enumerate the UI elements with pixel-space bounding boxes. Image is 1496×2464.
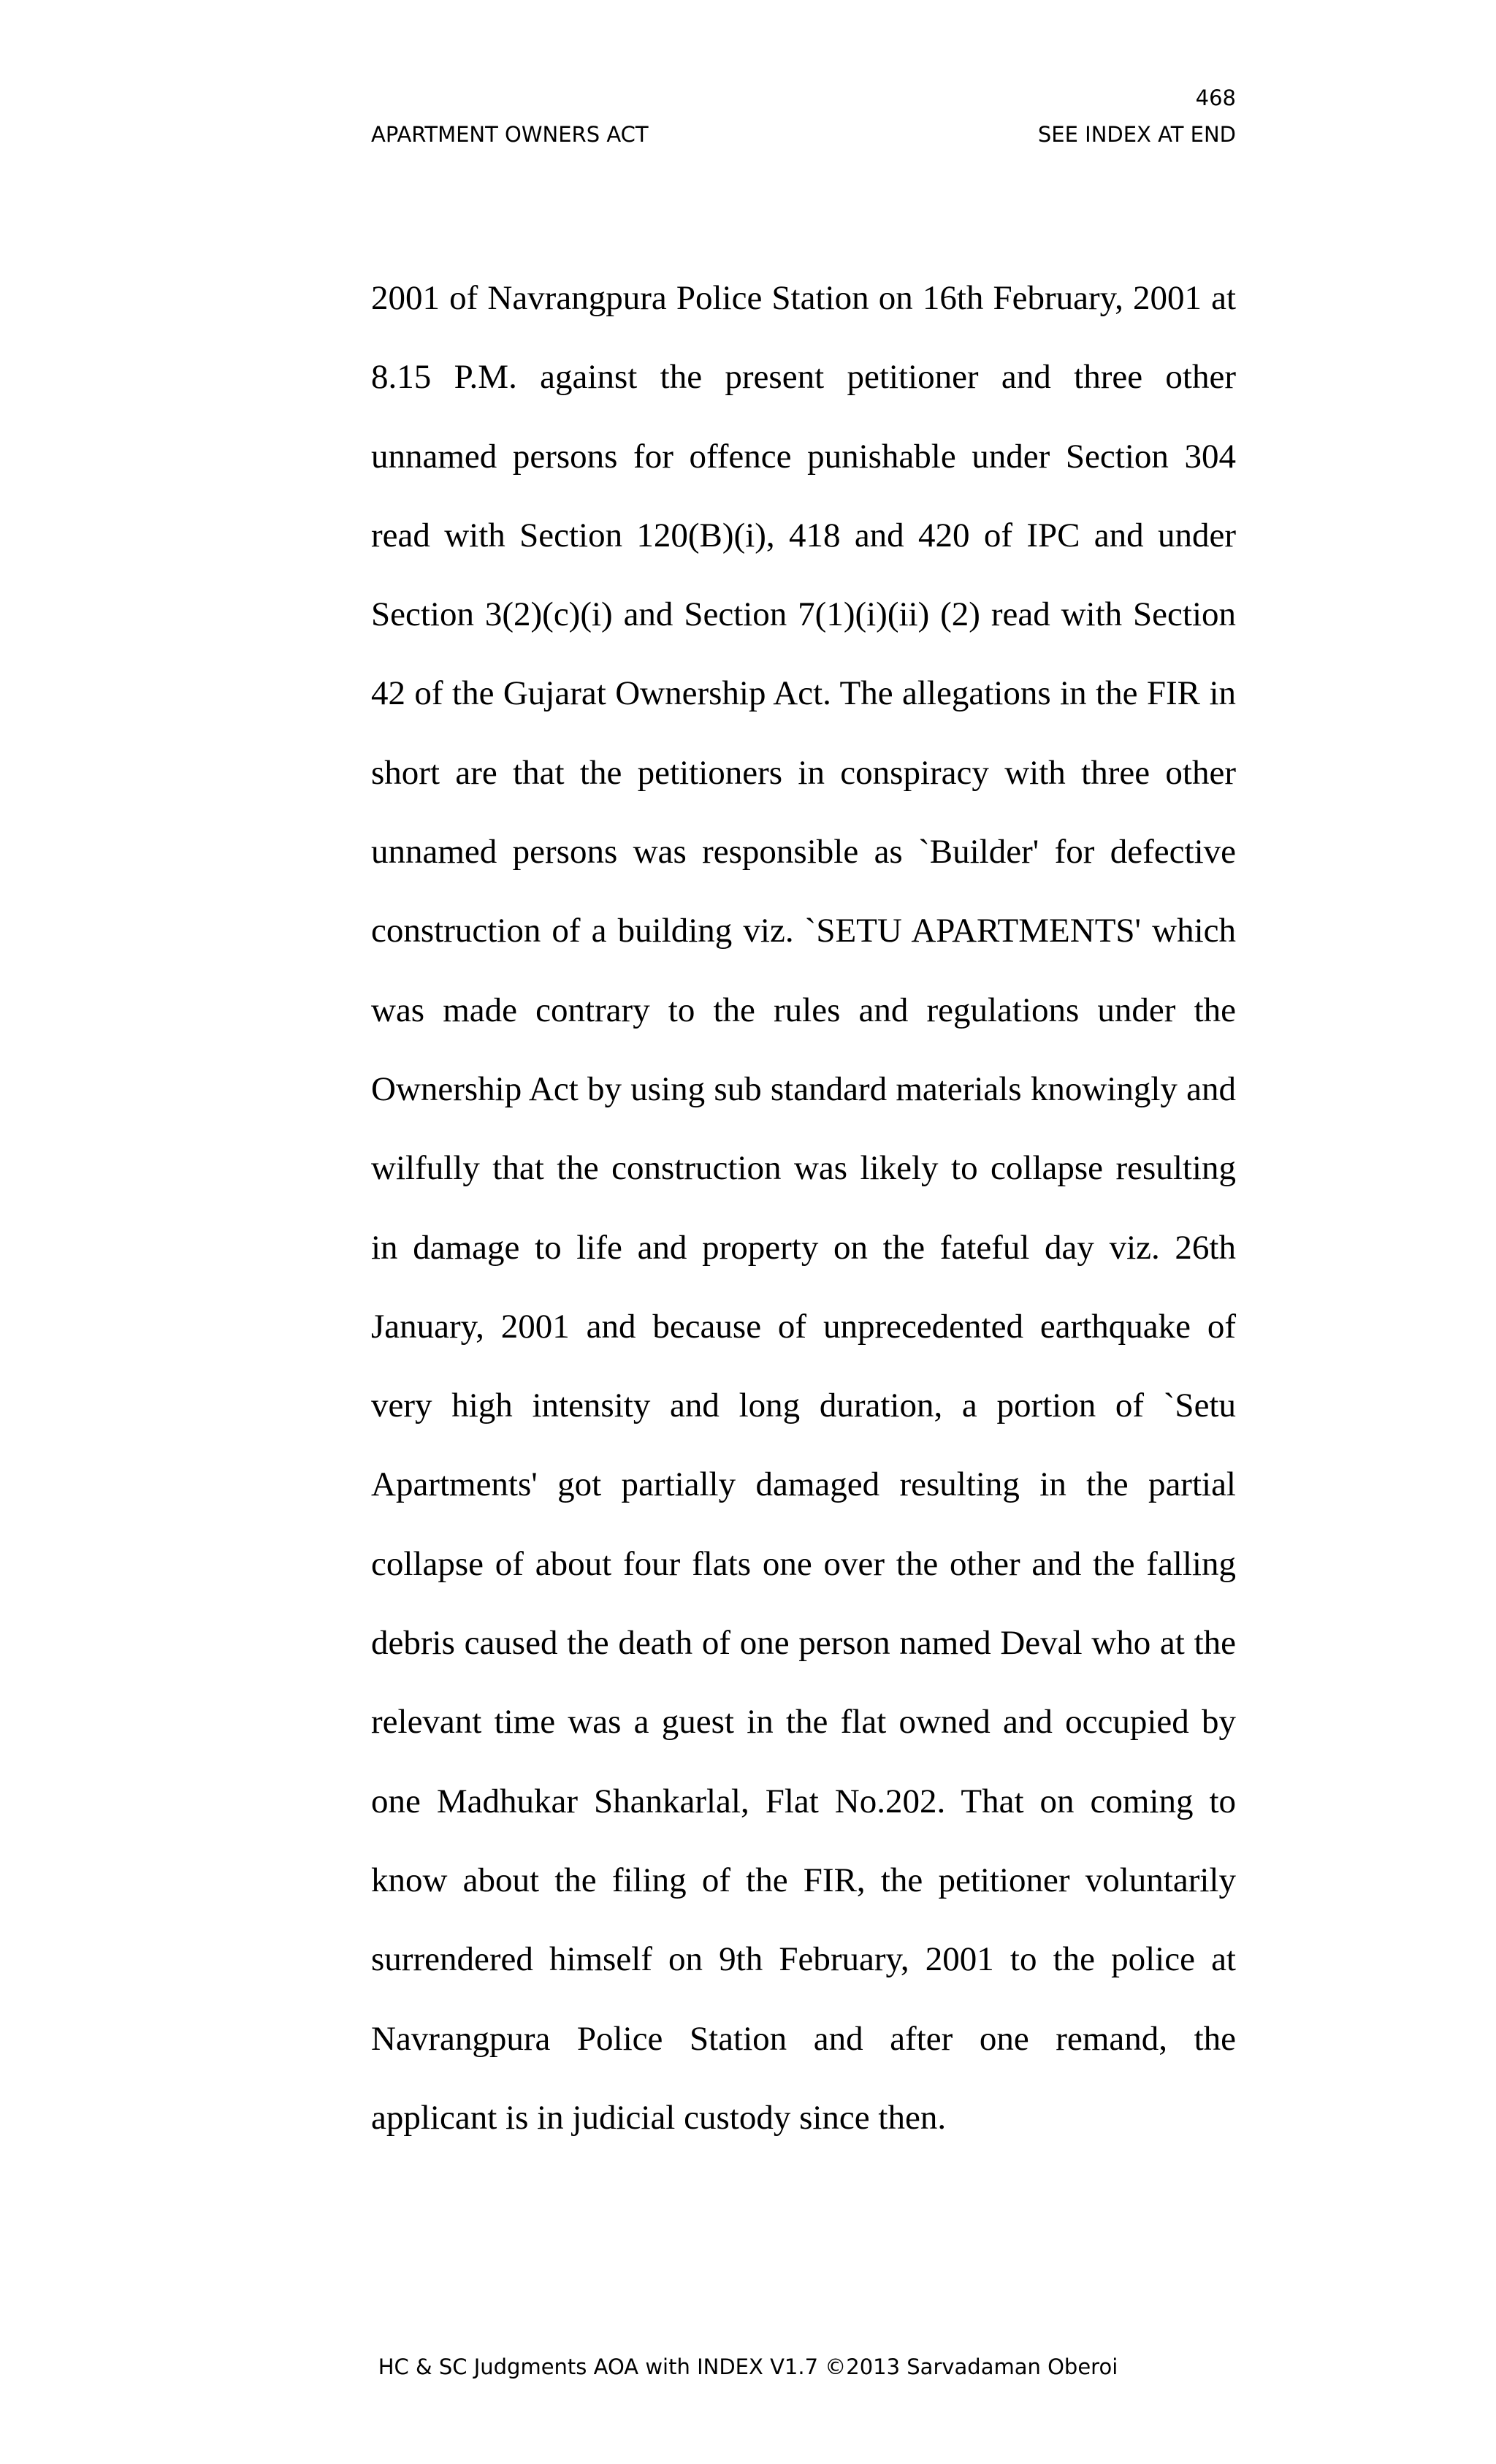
- paragraph-line: collapse of about four flats one over the other and the falling: [371, 1544, 1236, 1583]
- paragraph-line: read with Section 120(B)(i), 418 and 420 of IPC and under: [371, 516, 1236, 554]
- paragraph-line: construction of a building viz. `SETU APARTMENTS' which: [371, 912, 1236, 950]
- paragraph-line: one Madhukar Shankarlal, Flat No.202. That on coming to: [371, 1782, 1236, 1820]
- page-number: 468: [1195, 85, 1236, 110]
- paragraph-line: 2001 of Navrangpura Police Station on 16th February, 2001 at: [371, 279, 1236, 317]
- paragraph-line: very high intensity and long duration, a portion of `Setu: [371, 1387, 1236, 1425]
- paragraph-line: was made contrary to the rules and regulations under the: [371, 991, 1236, 1029]
- paragraph-line: 42 of the Gujarat Ownership Act. The allegations in the FIR in: [371, 674, 1236, 713]
- paragraph-line: surrendered himself on 9th February, 2001 to the police at: [371, 1940, 1236, 1979]
- paragraph-line: wilfully that the construction was likely to collapse resulting: [371, 1149, 1236, 1188]
- paragraph-line: know about the filing of the FIR, the petitioner voluntarily: [371, 1861, 1236, 1899]
- paragraph-line: 8.15 P.M. against the present petitioner and three other: [371, 358, 1236, 397]
- paragraph-line: short are that the petitioners in conspiracy with three other: [371, 753, 1236, 792]
- paragraph-line: Ownership Act by using sub standard materials knowingly and: [371, 1069, 1236, 1108]
- running-header-title: APARTMENT OWNERS ACT: [371, 122, 649, 147]
- paragraph-line: Navrangpura Police Station and after one remand, the: [371, 2019, 1236, 2058]
- paragraph-line: unnamed persons was responsible as `Builder' for defective: [371, 833, 1236, 871]
- paragraph-line: Apartments' got partially damaged resulting in the partial: [371, 1465, 1236, 1504]
- judgment-paragraph: [371, 259, 1236, 2157]
- paragraph-line: relevant time was a guest in the flat owned and occupied by: [371, 1703, 1236, 1742]
- paragraph-line: unnamed persons for offence punishable under Section 304: [371, 437, 1236, 476]
- paragraph-line: in damage to life and property on the fateful day viz. 26th: [371, 1228, 1236, 1267]
- paragraph-line: applicant is in judicial custody since then.: [371, 2098, 947, 2137]
- paragraph-line: Section 3(2)(c)(i) and Section 7(1)(i)(ii) (2) read with Section: [371, 595, 1236, 634]
- page-footer: HC & SC Judgments AOA with INDEX V1.7 ©2013 Sarvadaman Oberoi: [378, 2354, 1118, 2379]
- running-header-index-note: SEE INDEX AT END: [1037, 122, 1236, 147]
- paragraph-line: January, 2001 and because of unprecedented earthquake of: [371, 1307, 1236, 1346]
- paragraph-line: debris caused the death of one person named Deval who at the: [371, 1624, 1236, 1663]
